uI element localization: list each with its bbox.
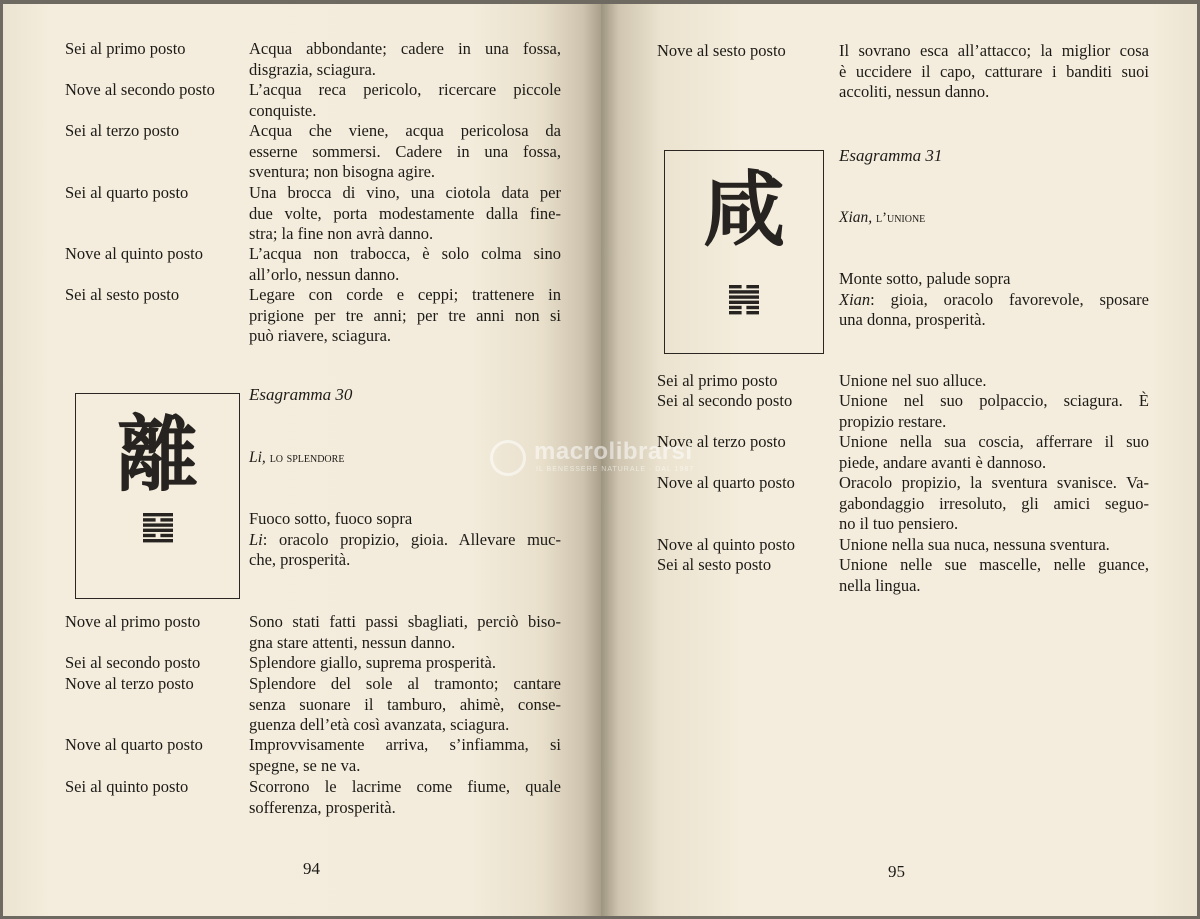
oracle-text: una donna, prosperità. bbox=[839, 310, 986, 329]
oracle-line bbox=[249, 530, 561, 551]
broken-line-segment bbox=[729, 285, 742, 288]
text-line: sofferenza, prosperità. bbox=[249, 797, 396, 817]
oracle-line bbox=[839, 290, 1149, 311]
hexagram-meaning: l’unione bbox=[876, 210, 926, 226]
text-line: Splendore giallo, suprema prosperità. bbox=[249, 653, 496, 672]
text-line: può riavere, sciagura. bbox=[249, 326, 392, 345]
line-text bbox=[249, 612, 561, 653]
line-position-label: Nove al sesto posto bbox=[657, 41, 786, 60]
line-text bbox=[839, 391, 1149, 432]
hexagram-name bbox=[839, 209, 925, 227]
text-line: all’orlo, nessun danno. bbox=[249, 264, 400, 284]
text-line: conquiste. bbox=[249, 100, 317, 120]
oracle-name: Xian bbox=[839, 289, 871, 309]
text-line: accoliti, nessun danno. bbox=[839, 82, 990, 101]
line-text bbox=[249, 39, 561, 80]
description-line: Fuoco sotto, fuoco sopra bbox=[249, 509, 413, 528]
text-line: Improvvisamente arriva, s’infiamma, si bbox=[249, 735, 561, 754]
line-text bbox=[839, 535, 1149, 556]
hexagram-symbol-box bbox=[664, 150, 824, 354]
text-line: stra; la fine non avrà danno. bbox=[249, 224, 434, 243]
broken-line-segment bbox=[729, 311, 742, 314]
line-text bbox=[249, 674, 561, 736]
watermark bbox=[490, 438, 720, 480]
line-text bbox=[249, 121, 561, 183]
broken-line-segment bbox=[746, 311, 759, 314]
text-line: Una brocca di vino, una ciotola data per bbox=[249, 183, 561, 202]
leaf-logo-icon bbox=[490, 440, 526, 476]
line-text bbox=[249, 735, 561, 776]
line-position-label: Sei al quarto posto bbox=[65, 183, 189, 202]
hexagram-character: 離 bbox=[116, 408, 199, 503]
text-line: Oracolo propizio, la sventura svanisce. Va- bbox=[839, 473, 1149, 492]
text-line: Unione nel suo alluce. bbox=[839, 371, 987, 390]
hexagram-name bbox=[249, 449, 344, 467]
solid-line bbox=[729, 290, 759, 293]
solid-line bbox=[729, 295, 759, 298]
hexagram-meaning: lo splendore bbox=[269, 450, 345, 466]
text-line: Scorrono le lacrime come fiume, quale bbox=[249, 777, 561, 796]
line-position-label: Sei al primo posto bbox=[657, 371, 778, 390]
line-text bbox=[249, 653, 561, 674]
text-line: Unione nella sua coscia, afferrare il suo bbox=[839, 432, 1149, 451]
line-position-label: Nove al quarto posto bbox=[65, 735, 203, 754]
text-line: sventura; non bisogna agire. bbox=[249, 162, 436, 181]
text-line: gna stare attenti, nessun danno. bbox=[249, 632, 456, 652]
hexagram-symbol-box bbox=[75, 393, 240, 599]
broken-line-segment bbox=[746, 306, 759, 309]
solid-line bbox=[143, 529, 173, 532]
text-line: Splendore del sole al tramonto; cantare bbox=[249, 674, 561, 693]
text-line: L’acqua reca pericolo, ricercare piccole bbox=[249, 80, 561, 99]
text-line: Unione nella sua nuca, nessuna sventura. bbox=[839, 535, 1110, 554]
oracle-name: Li bbox=[249, 529, 263, 549]
broken-line-segment bbox=[746, 285, 759, 288]
line-text bbox=[249, 183, 561, 245]
line-position-label: Nove al quarto posto bbox=[657, 473, 795, 492]
text-line: piede, andare avanti è dannoso. bbox=[839, 452, 1047, 472]
hexagram-description bbox=[839, 269, 1149, 331]
text-line: Il sovrano esca all’attacco; la miglior cosa bbox=[839, 41, 1149, 60]
oracle-text: che, prosperità. bbox=[249, 550, 351, 569]
broken-line-segment bbox=[143, 518, 156, 521]
oracle-text: : oracolo propizio, gioia. Allevare muc- bbox=[262, 529, 561, 549]
hexagram-title: Esagramma 31 bbox=[839, 146, 943, 165]
line-text bbox=[839, 555, 1149, 596]
description-line: Monte sotto, palude sopra bbox=[839, 269, 1011, 288]
text-line: nella lingua. bbox=[839, 575, 921, 595]
text-line: è uccidere il capo, catturare i banditi suoi bbox=[839, 61, 1149, 81]
hexagram-character: 咸 bbox=[702, 163, 785, 258]
broken-line-segment bbox=[160, 534, 173, 537]
oracle-line bbox=[839, 310, 1149, 331]
hexagram-title: Esagramma 30 bbox=[249, 385, 353, 404]
text-line: Unione nel suo polpaccio, sciagura. È bbox=[839, 391, 1149, 410]
page-number: 94 bbox=[303, 859, 320, 878]
text-line: spegne, se ne va. bbox=[249, 755, 361, 775]
watermark-tagline: IL BENESSERE NATURALE · DAL 1987 bbox=[536, 466, 695, 473]
text-line: Acqua abbondante; cadere in una fossa, bbox=[249, 39, 561, 58]
text-line: esserne sommersi. Cadere in una fossa, bbox=[249, 141, 561, 161]
text-line: propizio restare. bbox=[839, 411, 947, 431]
broken-line-segment bbox=[729, 306, 742, 309]
line-position-label: Sei al terzo posto bbox=[65, 121, 180, 140]
line-text bbox=[839, 432, 1149, 473]
page-number: 95 bbox=[888, 862, 905, 881]
text-line: guenza dell’età così avanzata, sciagura. bbox=[249, 715, 510, 734]
line-position-label: Sei al quinto posto bbox=[65, 777, 189, 796]
text-line: Unione nelle sue mascelle, nelle guance, bbox=[839, 555, 1149, 574]
solid-line bbox=[729, 301, 759, 304]
text-line: disgrazia, sciagura. bbox=[249, 59, 376, 79]
line-text bbox=[839, 473, 1149, 535]
line-position-label: Nove al secondo posto bbox=[65, 80, 215, 99]
hexagram-lines-icon bbox=[729, 285, 759, 316]
text-line: Acqua che viene, acqua pericolosa da bbox=[249, 121, 561, 140]
line-position-label: Nove al terzo posto bbox=[657, 432, 786, 451]
oracle-line bbox=[249, 550, 561, 571]
line-position-label: Nove al primo posto bbox=[65, 612, 201, 631]
hexagram-name-word: Li, bbox=[249, 449, 266, 466]
line-position-label: Nove al quinto posto bbox=[657, 535, 795, 554]
watermark-brand: macrolibrarsi bbox=[534, 438, 693, 465]
line-position-label: Sei al secondo posto bbox=[65, 653, 201, 672]
broken-line-segment bbox=[160, 518, 173, 521]
line-text bbox=[839, 41, 1149, 103]
line-position-label: Sei al secondo posto bbox=[657, 391, 793, 410]
text-line: gabondaggio irresoluto, gli amici seguo- bbox=[839, 493, 1149, 513]
line-text bbox=[249, 244, 561, 285]
line-position-label: Sei al sesto posto bbox=[657, 555, 772, 574]
hexagram-name-word: Xian, bbox=[839, 209, 873, 226]
line-position-label: Sei al sesto posto bbox=[65, 285, 180, 304]
text-line: Sono stati fatti passi sbagliati, perciò biso- bbox=[249, 612, 561, 631]
solid-line bbox=[143, 513, 173, 516]
line-text bbox=[249, 80, 561, 121]
hexagram-lines-icon bbox=[143, 513, 173, 544]
line-position-label: Sei al primo posto bbox=[65, 39, 186, 58]
text-line: L’acqua non trabocca, è solo colma sino bbox=[249, 244, 561, 263]
text-line: due volte, porta modestamente dalla fine- bbox=[249, 203, 561, 223]
hexagram-figure bbox=[143, 513, 173, 544]
oracle-text: : gioia, oracolo favorevole, sposare bbox=[870, 289, 1149, 309]
line-text bbox=[249, 285, 561, 347]
text-line: no il tuo pensiero. bbox=[839, 514, 959, 533]
hexagram-description bbox=[249, 509, 561, 571]
text-line: prigione per tre anni; per tre anni non si bbox=[249, 305, 561, 325]
line-text bbox=[249, 777, 561, 818]
broken-line-segment bbox=[143, 534, 156, 537]
hexagram-figure bbox=[729, 285, 759, 316]
line-position-label: Nove al quinto posto bbox=[65, 244, 203, 263]
text-line: senza suonare il tamburo, ahimè, conse- bbox=[249, 694, 561, 714]
text-line: Legare con corde e ceppi; trattenere in bbox=[249, 285, 561, 304]
solid-line bbox=[143, 539, 173, 542]
line-text bbox=[839, 371, 1149, 392]
solid-line bbox=[143, 523, 173, 526]
line-position-label: Nove al terzo posto bbox=[65, 674, 194, 693]
